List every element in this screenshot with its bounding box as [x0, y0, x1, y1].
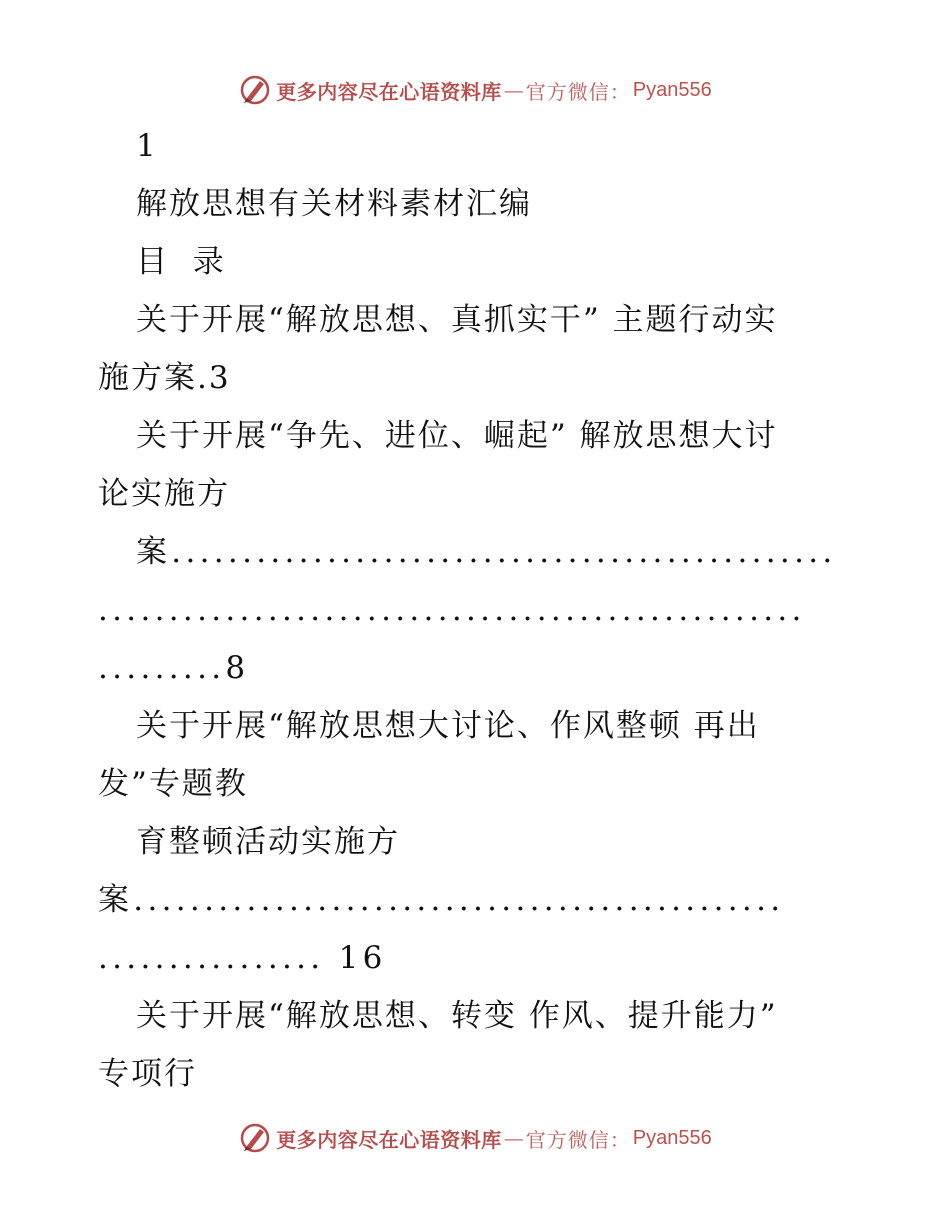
document-body — [98, 117, 858, 1103]
watermark-banner-top — [0, 70, 950, 110]
toc-line: ................ 16 — [98, 940, 387, 976]
toc-line: 专项行 — [98, 1056, 197, 1092]
page-number: 1 — [136, 128, 158, 164]
pen-logo-icon — [238, 73, 272, 107]
toc-line: 施方案.3 — [98, 360, 231, 396]
toc-line: 育整顿活动实施方 — [136, 824, 400, 860]
watermark-banner-bottom — [0, 1118, 950, 1158]
toc-line: 案.............................................. — [98, 882, 785, 918]
watermark-separator: — — [503, 78, 524, 102]
toc-line: 关于开展“争先、进位、崛起” 解放思想大讨 — [136, 418, 778, 454]
toc-line: .........8 — [98, 650, 250, 686]
watermark-account: Pyan556 — [632, 78, 712, 101]
watermark-separator: — — [503, 1126, 524, 1150]
watermark-official: 官方微信： — [525, 79, 631, 104]
toc-line: 案............................................... — [136, 534, 837, 570]
watermark-brand: 更多内容尽在心语资料库 — [276, 79, 502, 104]
watermark-official: 官方微信： — [525, 1127, 631, 1152]
toc-line: 关于开展“解放思想大讨论、作风整顿 再出 — [136, 708, 760, 744]
toc-line: 发”专题教 — [98, 766, 248, 802]
toc-line: 关于开展“解放思想、真抓实干” 主题行动实 — [136, 302, 778, 338]
watermark-account: Pyan556 — [632, 1126, 712, 1149]
toc-line: 论实施方 — [98, 476, 230, 512]
toc-line: .................................................. — [98, 592, 806, 628]
pen-logo-icon — [238, 1121, 272, 1155]
document-title: 解放思想有关材料素材汇编 — [136, 186, 532, 222]
watermark-brand: 更多内容尽在心语资料库 — [276, 1127, 502, 1152]
toc-heading: 目 录 — [136, 244, 226, 280]
toc-line: 关于开展“解放思想、转变 作风、提升能力” — [136, 998, 778, 1034]
